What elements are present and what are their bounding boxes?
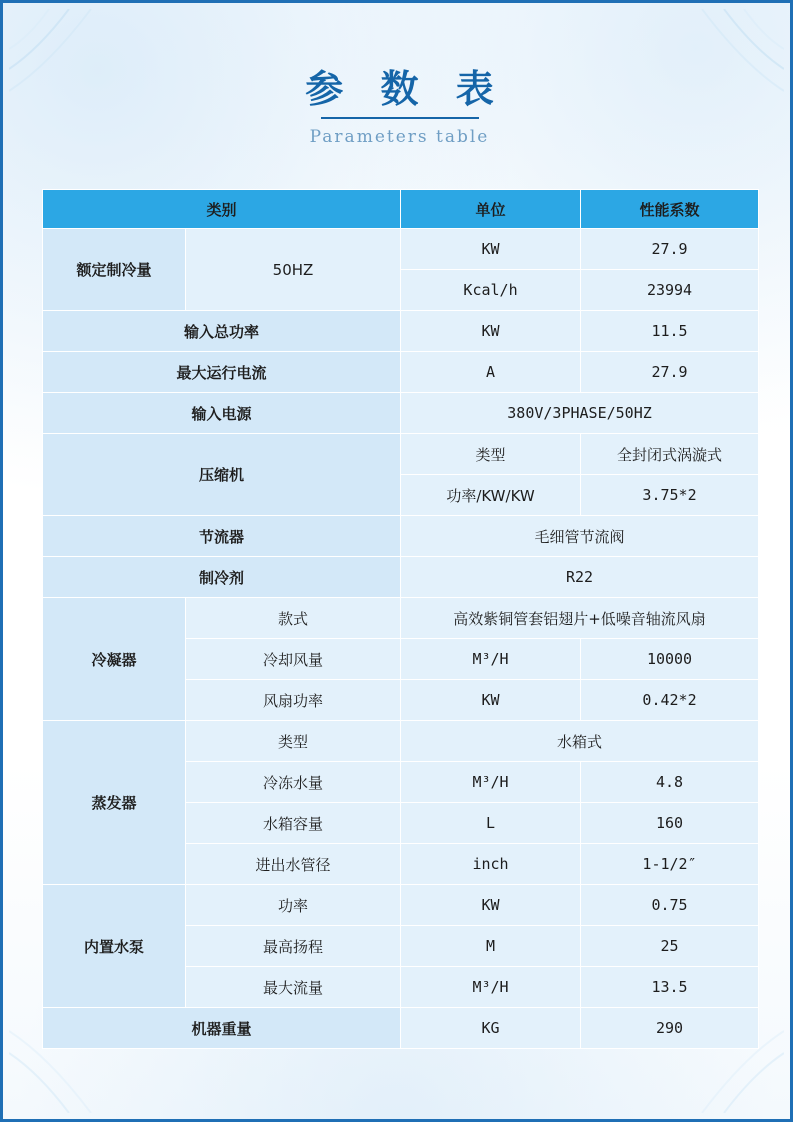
row-category: 额定制冷量 <box>43 229 186 311</box>
row-category: 压缩机 <box>43 434 401 516</box>
row-category: 机器重量 <box>43 1008 401 1049</box>
column-header-unit: 单位 <box>401 190 581 229</box>
row-value: 160 <box>581 803 759 844</box>
table-row <box>43 434 759 475</box>
column-header-category: 类别 <box>43 190 401 229</box>
row-category: 最大运行电流 <box>43 352 401 393</box>
row-value: 毛细管节流阀 <box>401 516 759 557</box>
row-unit: KW <box>401 229 581 270</box>
row-value: 23994 <box>581 270 759 311</box>
row-category: 节流器 <box>43 516 401 557</box>
row-value: 4.8 <box>581 762 759 803</box>
row-value: 0.75 <box>581 885 759 926</box>
row-value: R22 <box>401 557 759 598</box>
row-unit: KW <box>401 885 581 926</box>
row-value: 27.9 <box>581 229 759 270</box>
row-value: 13.5 <box>581 967 759 1008</box>
row-unit: Kcal/h <box>401 270 581 311</box>
row-subitem: 款式 <box>186 598 401 639</box>
row-subitem: 功率 <box>186 885 401 926</box>
table-row <box>43 598 759 639</box>
page-subtitle: Parameters table <box>309 127 490 147</box>
row-category: 输入电源 <box>43 393 401 434</box>
row-unit: M³/H <box>401 967 581 1008</box>
parameters-table <box>42 189 759 1049</box>
row-value: 10000 <box>581 639 759 680</box>
row-value: 11.5 <box>581 311 759 352</box>
table-row <box>43 393 759 434</box>
row-category: 蒸发器 <box>43 721 186 885</box>
row-subitem: 进出水管径 <box>186 844 401 885</box>
row-value: 380V/3PHASE/50HZ <box>401 393 759 434</box>
row-value: 27.9 <box>581 352 759 393</box>
row-category: 输入总功率 <box>43 311 401 352</box>
row-value: 25 <box>581 926 759 967</box>
title-underline <box>321 117 479 119</box>
page-header <box>3 65 793 147</box>
row-value: 1-1/2″ <box>581 844 759 885</box>
row-value: 水箱式 <box>401 721 759 762</box>
table-row <box>43 721 759 762</box>
row-unit: 类型 <box>401 434 581 475</box>
row-unit: M <box>401 926 581 967</box>
table-header-row <box>43 190 759 229</box>
table-row <box>43 1008 759 1049</box>
row-category: 制冷剂 <box>43 557 401 598</box>
table-row <box>43 557 759 598</box>
row-subitem: 冷冻水量 <box>186 762 401 803</box>
table-row <box>43 516 759 557</box>
row-subitem: 最高扬程 <box>186 926 401 967</box>
row-unit: inch <box>401 844 581 885</box>
row-subitem: 冷却风量 <box>186 639 401 680</box>
row-category: 内置水泵 <box>43 885 186 1008</box>
row-unit: 功率/KW/KW <box>401 475 581 516</box>
table-row <box>43 885 759 926</box>
row-value: 全封闭式涡漩式 <box>581 434 759 475</box>
row-value: 3.75*2 <box>581 475 759 516</box>
row-value: 290 <box>581 1008 759 1049</box>
row-value: 0.42*2 <box>581 680 759 721</box>
table-row <box>43 229 759 270</box>
row-unit: KW <box>401 680 581 721</box>
row-unit: A <box>401 352 581 393</box>
table-row <box>43 352 759 393</box>
row-subitem: 50HZ <box>186 229 401 311</box>
row-category: 冷凝器 <box>43 598 186 721</box>
row-unit: KW <box>401 311 581 352</box>
row-subitem: 类型 <box>186 721 401 762</box>
table-row <box>43 311 759 352</box>
column-header-coefficient: 性能系数 <box>581 190 759 229</box>
row-subitem: 最大流量 <box>186 967 401 1008</box>
row-unit: M³/H <box>401 639 581 680</box>
row-unit: L <box>401 803 581 844</box>
page-title: 参 数 表 <box>305 67 506 111</box>
row-unit: M³/H <box>401 762 581 803</box>
row-unit: KG <box>401 1008 581 1049</box>
row-value: 高效紫铜管套铝翅片+低噪音轴流风扇 <box>401 598 759 639</box>
row-subitem: 风扇功率 <box>186 680 401 721</box>
row-subitem: 水箱容量 <box>186 803 401 844</box>
